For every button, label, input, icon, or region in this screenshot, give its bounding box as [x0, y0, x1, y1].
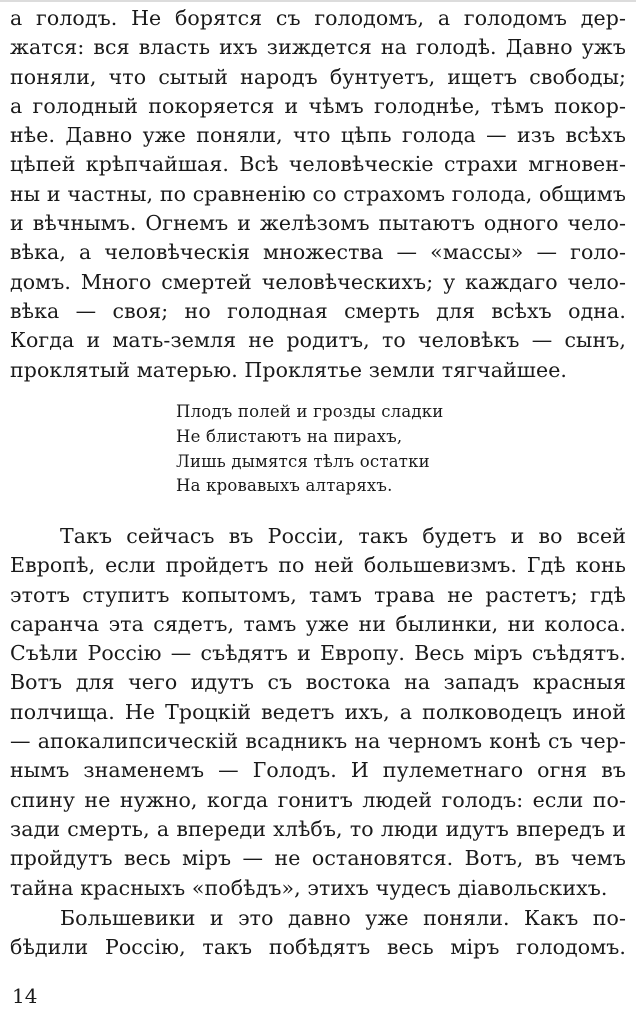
paragraph-2: [10, 522, 626, 903]
paragraph-2-line: нымъ знаменемъ — Голодъ. И пулеметнаго огня въ: [10, 758, 626, 783]
paragraph-2-line: саранча эта сядетъ, тамъ уже ни былинки, ни колоса.: [10, 611, 626, 636]
paragraph-2-line: полчища. Не Троцкій ведетъ ихъ, а полководецъ иной: [10, 699, 626, 724]
paragraph-1-line: проклятый матерью. Проклятье земли тягчайшее.: [10, 357, 568, 382]
paragraph-1: [10, 4, 626, 385]
verse-line: Лишь дымятся тѣлъ остатки: [176, 451, 430, 471]
paragraph-1-line: поняли, что сытый народъ бунтуетъ, ищетъ свободы;: [10, 64, 626, 89]
paragraph-1-line: нѣе. Давно уже поняли, что цѣпь голода — изъ всѣхъ: [10, 123, 626, 148]
verse-line: Не блистаютъ на пирахъ,: [176, 426, 403, 446]
paragraph-1-line: а голодный покоряется и чѣмъ голоднѣе, тѣмъ покор-: [10, 93, 626, 118]
paragraph-2-line: Европѣ, если пройдетъ по ней большевизмъ. Гдѣ конь: [10, 553, 626, 578]
paragraph-2-line: Такъ сейчасъ въ Россіи, такъ будетъ и во всей: [60, 524, 626, 548]
paragraph-1-line: а голодъ. Не борятся съ голодомъ, а голодомъ дер-: [10, 6, 626, 30]
paragraph-3-line: бѣдили Россію, такъ побѣдятъ весь міръ голодомъ.: [10, 935, 626, 960]
paragraph-1-line: и вѣчнымъ. Огнемъ и желѣзомъ пытаютъ одного чело-: [10, 211, 626, 236]
page-number: 14: [12, 984, 38, 1008]
paragraph-1-line: Когда и мать-земля не родитъ, то человѣкъ — сынъ,: [10, 328, 626, 353]
paragraph-1-line: вѣка, а человѣческія множества — «массы» — голо-: [10, 240, 626, 265]
paragraph-2-line: пройдутъ весь міръ — не остановятся. Вотъ, въ чемъ: [10, 846, 626, 871]
paragraph-2-line: Съѣли Россію — съѣдятъ и Европу. Весь міръ съѣдятъ.: [10, 641, 626, 666]
verse-line: На кровавыхъ алтаряхъ.: [176, 476, 393, 496]
paragraph-1-line: вѣка — своя; но голодная смерть для всѣхъ одна.: [10, 298, 626, 323]
paragraph-2-line: Вотъ для чего идутъ съ востока на западъ красныя: [10, 670, 626, 695]
verse-quote: [176, 400, 443, 499]
paragraph-2-line: спину не нужно, когда гонитъ людей голодъ: если по-: [10, 787, 626, 812]
paragraph-2-line: — апокалипсическій всадникъ на черномъ конѣ съ чер-: [10, 729, 626, 754]
paragraph-3: [10, 904, 626, 963]
paragraph-1-line: домъ. Много смертей человѣческихъ; у каждаго чело-: [10, 269, 626, 294]
paragraph-2-line: тайна красныхъ «побѣдъ», этихъ чудесъ діавольскихъ.: [10, 875, 608, 900]
paragraph-1-line: цѣпей крѣпчайшая. Всѣ человѣческіе страхи мгновен-: [10, 152, 626, 177]
paragraph-1-line: ны и частны, по сравненію со страхомъ голода, общимъ: [10, 181, 626, 206]
paragraph-2-line: этотъ ступитъ копытомъ, тамъ трава не растетъ; гдѣ: [10, 582, 626, 607]
paragraph-1-line: жатся: вся власть ихъ зиждется на голодѣ. Давно ужъ: [10, 35, 626, 60]
verse-line: Плодъ полей и грозды сладки: [176, 402, 444, 421]
paragraph-2-line: зади смерть, а впереди хлѣбъ, то люди идутъ впередъ и: [10, 816, 626, 841]
paragraph-3-line: Большевики и это давно уже поняли. Какъ по-: [60, 906, 626, 930]
page-top-edge: [0, 0, 636, 2]
